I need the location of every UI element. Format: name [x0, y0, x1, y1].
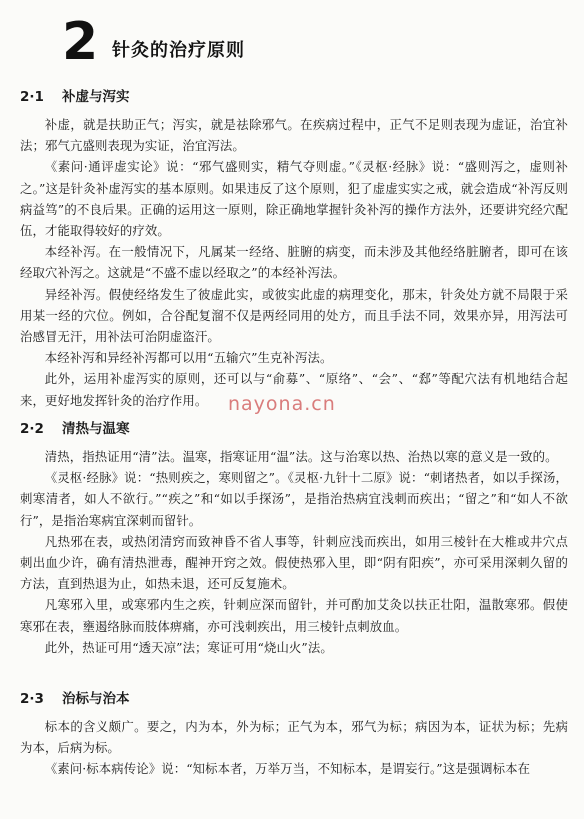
paragraph: 凡热邪在表，或热闭清窍而致神昏不省人事等，针刺应浅而疾出，如用三棱针在大椎或井穴点刺出血少许，确有清热泄毒，醒神开窍之效。假使热邪入里，即“阴有阳疾”，亦可采用深刺久留的方法，直到热退为止，如热未退，还可反复施术。	[20, 533, 568, 592]
chapter-title: 针灸的治疗原则	[112, 40, 245, 61]
section-heading	[20, 690, 568, 708]
paragraph: 凡寒邪入里，或寒邪内生之疾，针刺应深而留针，并可酌加艾灸以扶正壮阳，温散寒邪。假使寒邪在表，壅遏络脉而肢体痹痛，亦可浅刺疾出，用三棱针点刺放血。	[20, 597, 568, 634]
paragraph: 标本的含义颇广。要之，内为本，外为标；正气为本，邪气为标；病因为本，证状为标；先病为本，后病为标。	[20, 719, 568, 756]
section-title: 清热与温寒	[62, 421, 130, 437]
paragraph: 清热，指热证用“清”法。温寒，指寒证用“温”法。这与治寒以热、治热以寒的意义是一致的。	[44, 449, 558, 464]
section-heading	[20, 88, 568, 106]
section-number: 2·2	[20, 421, 44, 437]
paragraph: 《素问·通评虚实论》说：“邪气盛则实，精气夺则虚。”《灵枢·经脉》说：“盛则泻之，虚则补之。”这是针灸补虚泻实的基本原则。如果违反了这个原则，犯了虚虚实实之戒，就会造成“补泻反则病益笃”的不良后果。正确的运用这一原则，除正确地掌握针灸补泻的操作方法外，还要讲究经穴配伍，才能取得较好的疗效。	[20, 159, 568, 239]
section-2-1	[20, 88, 568, 411]
section-number: 2·1	[20, 89, 44, 105]
paragraph: 此外，热证可用“透天凉”法；寒证可用“烧山火”法。	[44, 639, 333, 655]
section-title: 补虚与泻实	[62, 89, 130, 105]
paragraph: 补虚，就是扶助正气；泻实，就是祛除邪气。在疾病过程中，正气不足则表现为虚证，治宜补法；邪气亢盛则表现为实证，治宜泻法。	[20, 117, 568, 154]
section-title: 治标与治本	[62, 691, 130, 707]
paragraph: 异经补泻。假使经络发生了彼虚此实，或彼实此虚的病理变化，那末，针灸处方就不局限于采用某一经的穴位。例如，合谷配复溜不仅是两经同用的处方，而且手法不同，效果亦异，用泻法可治感冒无汗，用补法可治阴虚盗汗。	[20, 286, 568, 345]
section-2-3	[20, 690, 568, 780]
chapter-number: 2	[62, 12, 99, 72]
paragraph: 此外，运用补虚泻实的原则，还可以与“俞募”、“原络”、“会”、“郄”等配穴法有机地结合起来，更好地发挥针灸的治疗作用。	[20, 371, 568, 408]
paragraph: 本经补泻和异经补泻都可以用“五输穴”生克补泻法。	[44, 350, 333, 366]
paragraph: 本经补泻。在一般情况下，凡属某一经络、脏腑的病变，而未涉及其他经络脏腑者，即可在该经取穴补泻之。这就是“不盛不虚以经取之”的本经补泻法。	[20, 244, 568, 281]
paragraph: 《灵枢·经脉》说：“热则疾之，寒则留之”。《灵枢·九针十二原》说：“刺诸热者，如以手探汤，刺寒清者，如人不欲行。”“疾之”和“如以手探汤”，是指治热病宜浅刺而疾出；“留之”和“如人不欲行”，是指治寒病宜深刺而留针。	[20, 470, 568, 528]
section-number: 2·3	[20, 691, 44, 707]
watermark: nayona.cn	[228, 393, 336, 415]
paragraph: 《素问·标本病传论》说：“知标本者，万举万当，不知标本，是谓妄行。”这是强调标本在	[44, 761, 531, 777]
section-2-2	[20, 420, 568, 658]
section-heading	[20, 420, 568, 438]
